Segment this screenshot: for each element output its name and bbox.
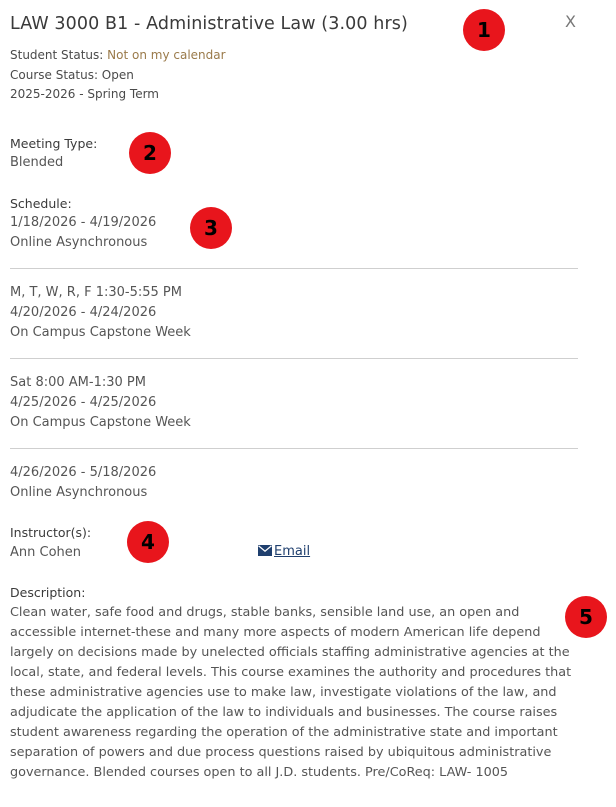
email-link-label: Email: [274, 544, 311, 559]
student-status: [10, 48, 226, 62]
schedule-line: Online Asynchronous: [10, 485, 148, 500]
schedule-label: Schedule:: [10, 196, 72, 211]
annotation-badge-4: 4: [127, 521, 169, 563]
schedule-line: 4/20/2026 - 4/24/2026: [10, 305, 157, 320]
course-status: Course Status: Open: [10, 68, 134, 82]
schedule-line: 4/25/2026 - 4/25/2026: [10, 395, 157, 410]
meeting-type-label: Meeting Type:: [10, 136, 98, 151]
schedule-line: Sat 8:00 AM-1:30 PM: [10, 375, 146, 390]
instructor-name: Ann Cohen: [10, 545, 82, 560]
schedule-divider: [10, 268, 578, 269]
description-text: Clean water, safe food and drugs, stable banks, sensible land use, an open and accessible internet-these and many more aspects of modern American life depend largely on decisions made by unelected officials staffing administrative agencies at the local, state, and federal levels. This course examines the authority and procedures that these administrative agencies use to make law, investigate violations of the law, and adjudicate the application of the law to individuals and businesses. The course raises student awareness regarding the operation of the administrative state and important separation of powers and due process questions raised by ubiquitous administrative governance. Blended courses open to all J.D. students. Pre/CoReq: LAW- 1005: [10, 605, 572, 780]
description-label: Description:: [10, 585, 86, 600]
email-link[interactable]: [258, 544, 310, 559]
student-status-value: Not on my calendar: [107, 48, 226, 62]
annotation-badge-2: 2: [129, 132, 171, 174]
schedule-line: On Campus Capstone Week: [10, 415, 191, 430]
instructor-label: Instructor(s):: [10, 525, 92, 540]
meeting-type-value: Blended: [10, 155, 64, 170]
schedule-divider: [10, 358, 578, 359]
schedule-line: M, T, W, R, F 1:30-5:55 PM: [10, 285, 182, 300]
schedule-line: On Campus Capstone Week: [10, 325, 191, 340]
schedule-divider: [10, 448, 578, 449]
annotation-badge-5: 5: [565, 596, 607, 638]
student-status-label: Student Status:: [10, 48, 108, 62]
close-button[interactable]: X: [565, 12, 576, 31]
course-title: LAW 3000 B1 - Administrative Law (3.00 hrs): [10, 14, 408, 34]
schedule-line: Online Asynchronous: [10, 235, 148, 250]
schedule-line: 1/18/2026 - 4/19/2026: [10, 215, 157, 230]
annotation-badge-3: 3: [190, 207, 232, 249]
envelope-icon: [258, 545, 272, 556]
schedule-line: 4/26/2026 - 5/18/2026: [10, 465, 157, 480]
term: 2025-2026 - Spring Term: [10, 87, 159, 101]
annotation-badge-1: 1: [463, 9, 505, 51]
